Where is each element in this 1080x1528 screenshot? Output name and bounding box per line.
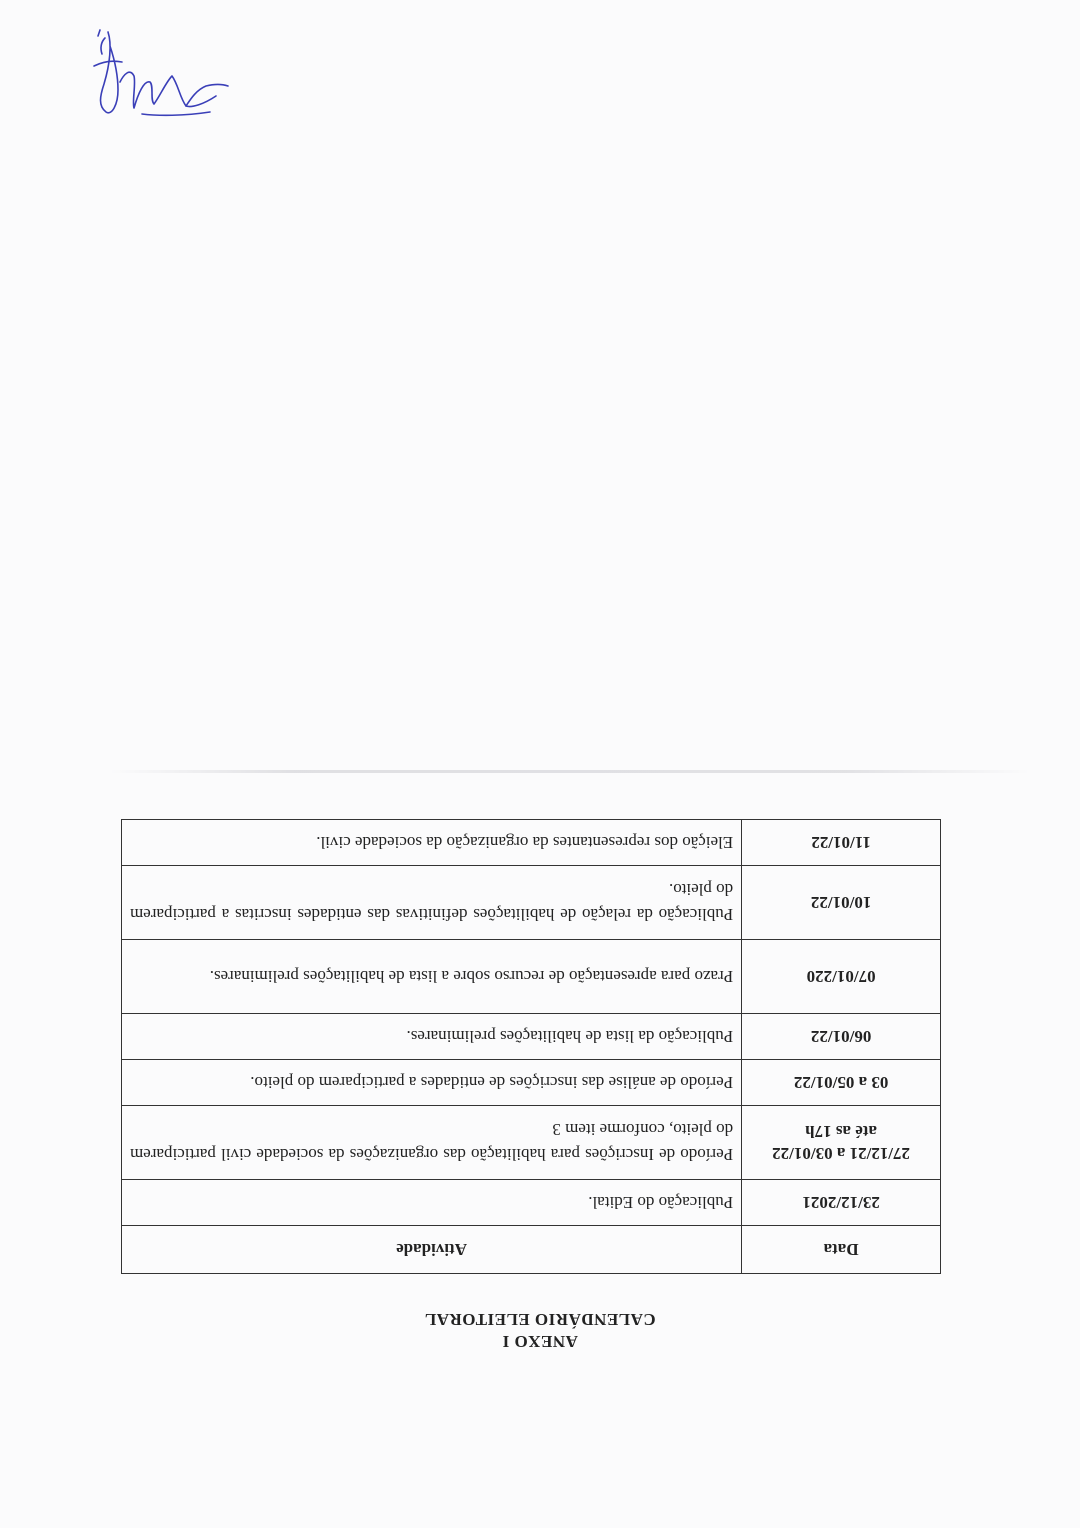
row-date-line: até as 17h (805, 1122, 877, 1142)
table-row (122, 820, 941, 866)
activity-column-header: Atividade (122, 1226, 742, 1274)
row-date-line: 27/12/21 a 03/01/22 (772, 1144, 911, 1164)
calendar-title: CALENDÁRIO ELEITORAL (424, 1310, 656, 1329)
table-row (122, 940, 941, 1014)
row-date: 23/12/2021 (742, 1180, 941, 1226)
row-date: 07/01/220 (742, 940, 941, 1014)
row-date: 10/01/22 (742, 866, 941, 940)
row-activity: Publicação da lista de habilitações preliminares. (122, 1014, 742, 1060)
row-activity: Período de análise das inscrições de entidades a participarem do pleito. (122, 1060, 742, 1106)
row-activity: Eleição dos representantes da organização da sociedade civil. (122, 820, 742, 866)
table-header-row (122, 1226, 941, 1274)
row-activity: Publicação da relação de habilitações definitivas das entidades inscritas a participarem do pleito. (122, 866, 742, 940)
annex-title: ANEXO I (502, 1332, 578, 1351)
table-row (122, 1106, 941, 1180)
electoral-calendar-table (121, 819, 941, 1274)
row-date: 11/01/22 (742, 820, 941, 866)
row-activity: Prazo para apresentação de recurso sobre a lista de habilitações preliminares. (122, 940, 742, 1014)
row-date: 03 a 05/01/22 (742, 1060, 941, 1106)
row-activity: Publicação do Edital. (122, 1180, 742, 1226)
table-row (122, 866, 941, 940)
table-row (122, 1014, 941, 1060)
table-row (122, 1180, 941, 1226)
row-date: 06/01/22 (742, 1014, 941, 1060)
date-column-header: Data (742, 1226, 941, 1274)
row-date (742, 1106, 941, 1180)
table-row (122, 1060, 941, 1106)
row-activity: Período de Inscrições para habilitação das organizações da sociedade civil participarem do pleito, conforme item 3 (122, 1106, 742, 1180)
